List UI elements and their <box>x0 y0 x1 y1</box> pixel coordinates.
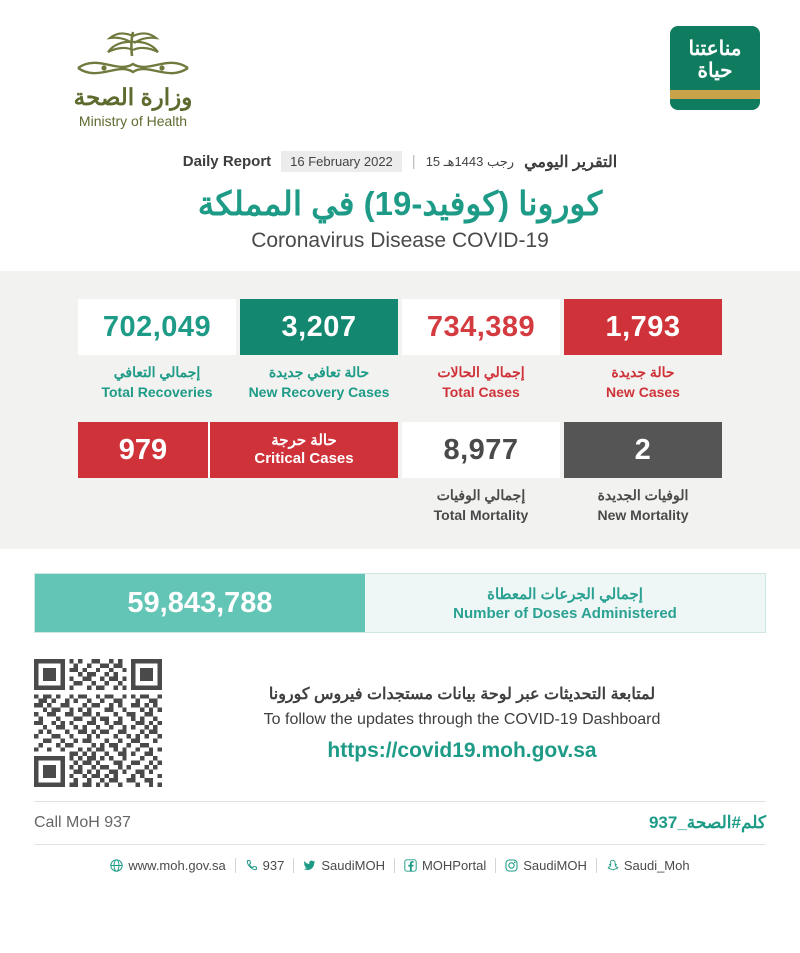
stat-total-cases <box>402 299 560 400</box>
daily-report-label-en: Daily Report <box>182 153 272 170</box>
ministry-name-ar: وزارة الصحة <box>73 84 193 110</box>
facebook-icon <box>404 859 417 872</box>
footer-label: MOHPortal <box>421 858 487 873</box>
footer-label: SaudiMOH <box>523 858 587 873</box>
header <box>0 0 800 145</box>
dashboard-text-ar: لمتابعة التحديثات عبر لوحة بيانات مستجدات فيروس كورونا <box>268 685 656 703</box>
footer-item-phone[interactable] <box>235 858 294 873</box>
stat-label-en: Total Mortality <box>433 507 529 523</box>
stat-label-en: Critical Cases <box>254 449 354 467</box>
call-label-en: Call MoH 937 <box>34 814 131 831</box>
footer-item-twitter[interactable] <box>293 858 394 873</box>
doses-label-ar: إجمالي الجرعات المعطاة <box>487 585 643 603</box>
call-moh-row <box>34 801 766 845</box>
stats-row-primary <box>34 299 766 400</box>
footer-label: www.moh.gov.sa <box>128 858 226 873</box>
immunity-life-badge <box>670 26 760 110</box>
report-date-row <box>0 151 800 172</box>
footer-item-instagram[interactable] <box>495 858 596 873</box>
badge-line-1: مناعتنا <box>688 37 742 60</box>
stat-label-ar: حالة تعافي جديدة <box>268 364 370 380</box>
stat-new-mortality <box>564 422 722 523</box>
dashboard-text-en: To follow the updates through the COVID-19 Dashboard <box>263 710 661 728</box>
footer-label: 937 <box>262 858 285 873</box>
call-label-ar: كلم#الصحة_937 <box>648 813 766 832</box>
instagram-icon <box>505 859 518 872</box>
stat-total-recoveries <box>78 299 236 400</box>
moh-logo-mark <box>38 24 228 80</box>
page-title-en: Coronavirus Disease COVID-19 <box>251 229 549 252</box>
gregorian-date: 16 February 2022 <box>281 151 402 172</box>
stat-label-en: Total Recoveries <box>101 384 213 400</box>
stat-value: 979 <box>78 422 208 478</box>
footer-label: SaudiMOH <box>321 858 385 873</box>
critical-labels <box>208 422 398 478</box>
doses-administered-banner <box>34 573 766 633</box>
badge-gold-bar <box>670 90 760 99</box>
stat-label-ar: إجمالي التعافي <box>113 364 201 380</box>
doses-value: 59,843,788 <box>35 574 365 632</box>
stat-label-en: Total Cases <box>442 384 520 400</box>
stat-label-en: New Mortality <box>597 507 689 523</box>
doses-label-en: Number of Doses Administered <box>453 604 677 622</box>
dashboard-url[interactable]: https://covid19.moh.gov.sa <box>327 738 597 762</box>
hijri-date: 15 رجب 1443هـ <box>425 153 515 169</box>
stat-label-en: New Recovery Cases <box>248 384 390 400</box>
dashboard-section <box>34 659 766 787</box>
snapchat-icon <box>606 859 619 872</box>
footer-item-website[interactable] <box>101 858 234 873</box>
stat-label-en: New Cases <box>606 384 680 400</box>
footer-label: Saudi_Moh <box>623 858 690 873</box>
stat-label-ar: إجمالي الوفيات <box>436 487 526 503</box>
stat-value: 702,049 <box>78 299 236 355</box>
footer-contacts <box>0 858 800 873</box>
statistics-section <box>0 271 800 549</box>
stat-label-ar: الوفيات الجديدة <box>597 487 689 503</box>
stat-new-recovery-cases <box>240 299 398 400</box>
stat-value: 8,977 <box>402 422 560 478</box>
phone-icon <box>245 859 258 872</box>
globe-icon <box>110 859 123 872</box>
stat-value: 734,389 <box>402 299 560 355</box>
qr-code-image <box>34 659 162 787</box>
badge-line-2: حياة <box>697 59 733 82</box>
daily-report-label-ar: التقرير اليومي <box>524 153 618 171</box>
footer-item-snapchat[interactable] <box>596 858 699 873</box>
stats-row-secondary <box>34 422 766 523</box>
stat-critical-cases <box>78 422 398 478</box>
dashboard-text <box>178 684 766 763</box>
stat-value: 3,207 <box>240 299 398 355</box>
page-title-ar: كورونا (كوفيد-19) في المملكة <box>197 185 603 222</box>
twitter-icon <box>303 859 316 872</box>
stat-label-ar: حالة جديدة <box>611 364 675 380</box>
ministry-name-en: Ministry of Health <box>78 113 188 129</box>
date-separator: | <box>411 153 416 170</box>
moh-logo <box>38 24 228 129</box>
stat-label-ar: إجمالي الحالات <box>437 364 525 380</box>
stat-label-ar: حالة حرجة <box>271 432 337 450</box>
stat-new-cases <box>564 299 722 400</box>
doses-labels <box>365 574 765 632</box>
stat-total-mortality <box>402 422 560 523</box>
stat-value: 2 <box>564 422 722 478</box>
stat-value: 1,793 <box>564 299 722 355</box>
qr-code[interactable] <box>34 659 162 787</box>
palm-swords-icon <box>58 24 208 80</box>
footer-item-facebook[interactable] <box>394 858 495 873</box>
